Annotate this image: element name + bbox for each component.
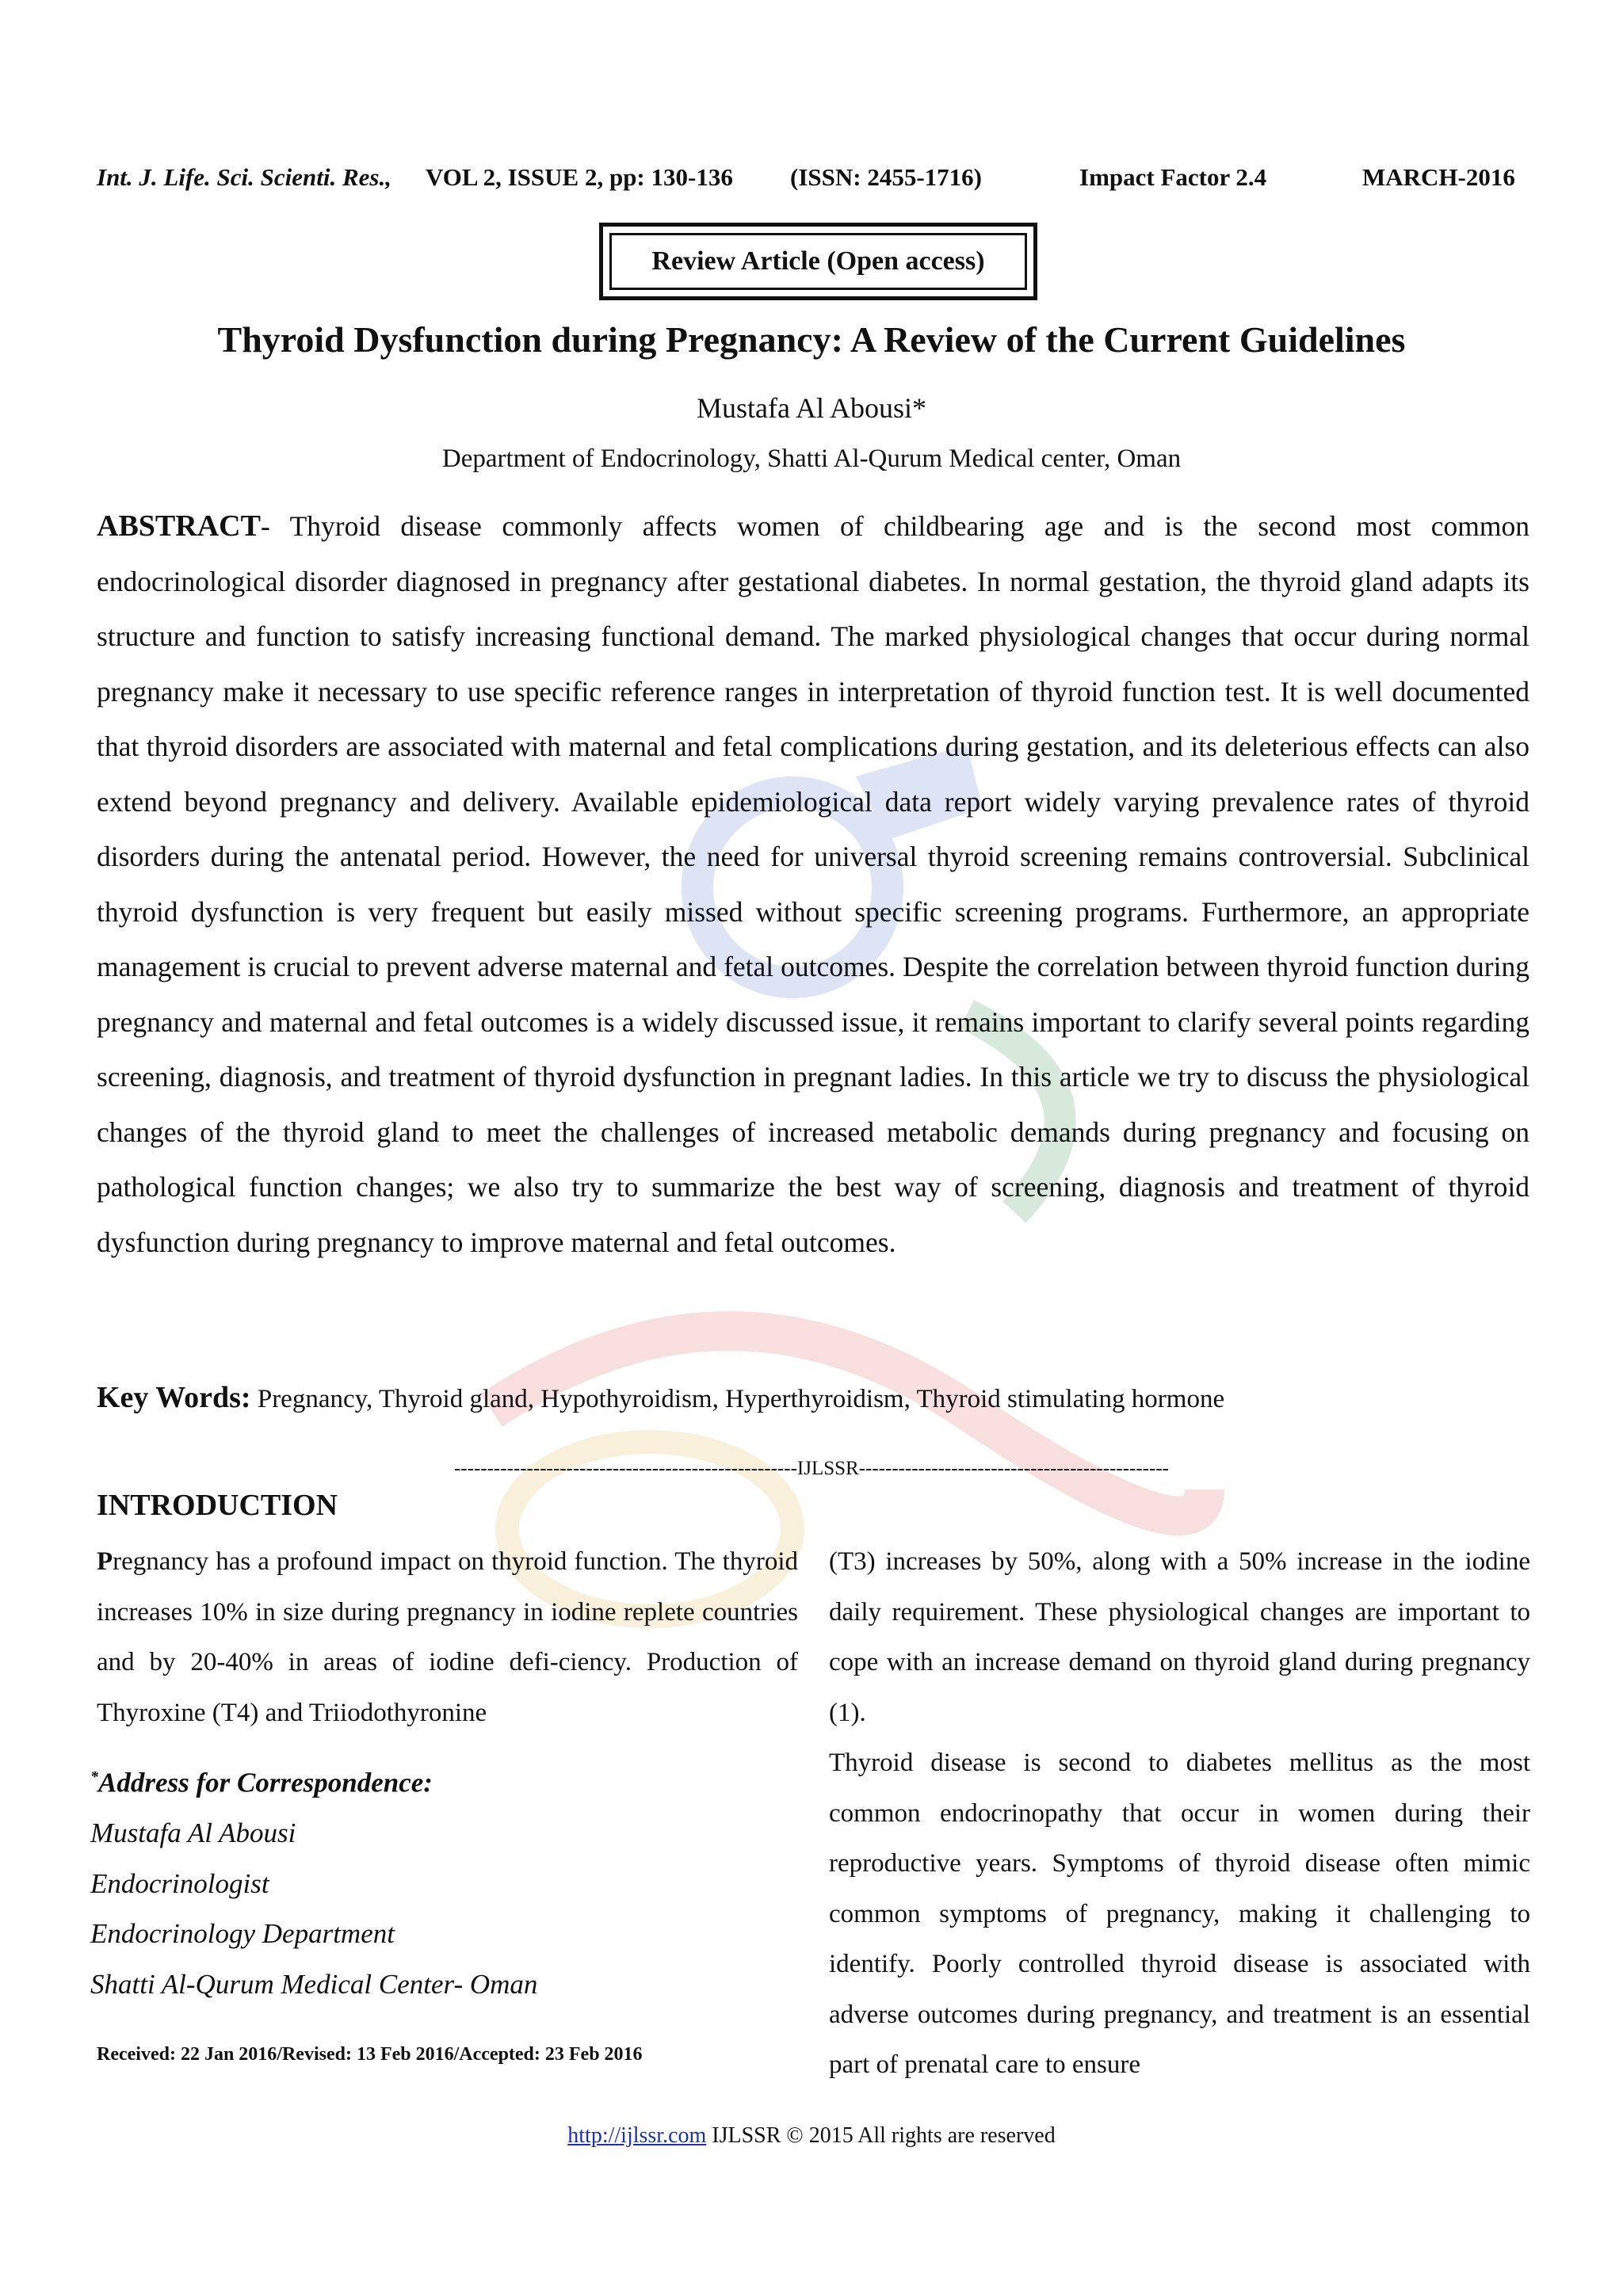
- introduction-heading: INTRODUCTION: [97, 1489, 338, 1522]
- impact-factor: Impact Factor 2.4: [1079, 163, 1267, 191]
- keywords: [97, 1380, 1529, 1415]
- issue-date: MARCH-2016: [1362, 163, 1515, 191]
- abstract-text: Thyroid disease commonly affects women of childbearing age and is the second most common endocrinological disorder diagnosed in pregnancy after gestational diabetes. In normal gestation, the thyroid gland adapts its structure and function to satisfy increasing functional demand. The marked physiological changes that occur during normal pregnancy make it necessary to use specific reference ranges in interpretation of thyroid function test. It is well documented that thyroid disorders are associated with maternal and fetal complications during gestation, and its deleterious effects can also extend beyond pregnancy and delivery. Available epidemiological data report widely varying prevalence rates of thyroid disorders during the antenatal period. However, the need for universal thyroid screening remains controversial. Subclinical thyroid dysfunction is very frequent but easily missed without specific screening programs. Furthermore, an appropriate management is crucial to prevent adverse maternal and fetal outcomes. Despite the correlation between thyroid function during pregnancy and maternal and fetal outcomes is a widely discussed issue, it remains important to clarify several points regarding screening, diagnosis, and treatment of thyroid dysfunction in pregnant ladies. In this article we try to discuss the physiological changes of the thyroid gland to meet the challenges of increased metabolic demands during pregnancy and focusing on pathological function changes; we also try to summarize the best way of screening, diagnosis and treatment of thyroid dysfunction during pregnancy to improve maternal and fetal outcomes.: [97, 510, 1530, 1258]
- correspondence-line: Endocrinology Department: [90, 1918, 395, 1950]
- article-type-badge: [599, 223, 1037, 300]
- copyright-text: IJLSSR © 2015 All rights are reserved: [706, 2123, 1056, 2148]
- intro-left-column: [97, 1537, 798, 1738]
- intro-paragraph-2: (T3) increases by 50%, along with a 50% increase in the iodine daily requirement. These physiological changes are important to cope with an increase demand on thyroid gland during pregnancy (1).: [829, 1547, 1530, 1727]
- volume-pages: VOL 2, ISSUE 2, pp: 130-136: [426, 163, 733, 191]
- keywords-label: Key Words:: [97, 1381, 251, 1414]
- article-title: Thyroid Dysfunction during Pregnancy: A Review of the Current Guidelines: [217, 319, 1406, 360]
- journal-header: [97, 163, 1535, 198]
- intro-left-text: regnancy has a profound impact on thyroid function. The thyroid increases 10% in size during pregnancy in iodine replete countries and by 20-40% in areas of iodine defi-ciency. Production of Thyroxine (T4) and Triiodothyronine: [97, 1547, 798, 1727]
- keywords-text: Pregnancy, Thyroid gland, Hypothyroidism, Hyperthyroidism, Thyroid stimulating hormone: [257, 1385, 1225, 1413]
- correspondence-line: Endocrinologist: [90, 1867, 269, 1899]
- correspondence-heading: [90, 1753, 537, 1808]
- intro-right-column: [829, 1537, 1530, 2091]
- page-footer: [0, 2123, 1623, 2149]
- received-dates: Received: 22 Jan 2016/Revised: 13 Feb 2016/Accepted: 23 Feb 2016: [97, 2044, 643, 2065]
- abstract-label: ABSTRACT: [97, 509, 261, 543]
- intro-paragraph-1: [97, 1537, 798, 1738]
- issn: (ISSN: 2455-1716): [790, 163, 982, 191]
- correspondence-heading-text: Address for Correspondence:: [98, 1767, 433, 1798]
- correspondence-line: Shatti Al-Qurum Medical Center- Oman: [90, 1968, 538, 2000]
- author-affiliation: Department of Endocrinology, Shatti Al-Qurum Medical center, Oman: [441, 444, 1182, 473]
- article-type-label: Review Article (Open access): [609, 233, 1027, 290]
- correspondence-block: [90, 1753, 537, 2009]
- drop-initial: P: [97, 1547, 113, 1576]
- correspondence-line: Mustafa Al Abousi: [90, 1817, 296, 1849]
- section-separator: ----------------------------------------------------IJLSSR-----------------------------------------------: [453, 1458, 1169, 1479]
- author-name: Mustafa Al Abousi*: [696, 392, 926, 424]
- intro-paragraph-3: Thyroid disease is second to diabetes mellitus as the most common endocrinopathy that occur in women during their reproductive years. Symptoms of thyroid disease often mimic common symptoms of pregnancy, making it challenging to identify. Poorly controlled thyroid disease is associated with adverse outcomes during pregnancy, and treatment is an essential part of prenatal care to ensure: [829, 1749, 1530, 2079]
- journal-name: Int. J. Life. Sci. Scienti. Res.,: [97, 163, 391, 191]
- abstract: [97, 499, 1529, 1270]
- correspondence-marker: *: [90, 1768, 98, 1786]
- journal-link[interactable]: http://ijlssr.com: [567, 2123, 707, 2148]
- abstract-dash: -: [260, 510, 290, 542]
